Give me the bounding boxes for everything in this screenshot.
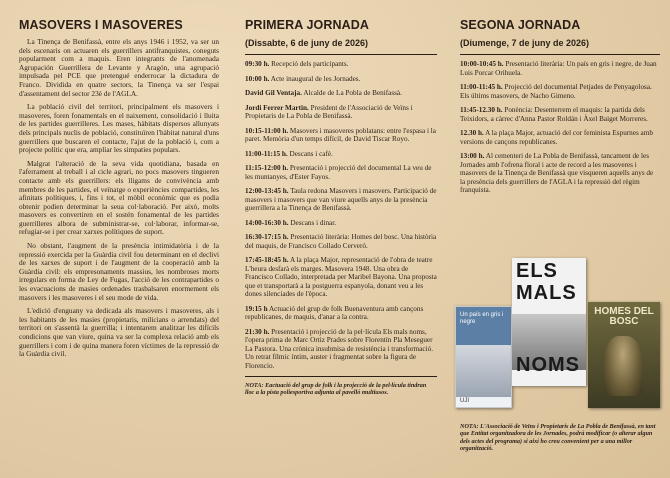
event-time: 10:15-11:00 h. bbox=[245, 126, 289, 135]
event-text: President de l'Associació de Veïns i Propietaris de La Pobla de Benifassà. bbox=[245, 103, 413, 120]
event-text: Actuació del grup de folk Buenaventura amb cançons republicanes, de maquis, d'anar a la contra. bbox=[245, 304, 424, 321]
event-time: 13:00 h. bbox=[460, 152, 485, 160]
event-text: Al cementeri de La Pobla de Benifassà, tancament de les Jornades amb l'ofrena floral i acte de record a les masoveres i masovers de la Tinença de Benifassà que visqueren aquells anys de la presència dels guerrillers de l'AGLA i la repressió del règim franquista. bbox=[460, 152, 654, 194]
event-text: Descans i cafè. bbox=[289, 149, 333, 158]
program-event bbox=[245, 219, 437, 228]
intro-paragraph: No obstant, l'augment de la presència intimidatòria i de la repressió exercida per la Guàrdia civil fou determinant en el declivi de les xarxes de suport i de l'augment de la cooperació amb la Guàrdia civil: els empresonaments massius, les nombroses morts irregulars en forma de Ley de Fugas, l'acció de les contrapartides o les evacuacions de masies ordenades trasbalsaren enormement els masovers i les masoveres i el seu mode de vida. bbox=[19, 241, 219, 302]
day-two-note: NOTA: L'Associació de Veïns i Propietaris de La Pobla de Benifassà, en tant que Entitat organitzadora de les Jornades, podrà modificar (o alterar algun dels actes del programa) si així ho creu convenient per a una millor organització. bbox=[460, 423, 656, 453]
event-text: Recepció dels participants. bbox=[271, 60, 349, 68]
event-time: 16:30-17:15 h. bbox=[245, 233, 289, 241]
program-event bbox=[245, 60, 437, 69]
event-time: Jordi Ferrer Martin. bbox=[245, 103, 309, 112]
divider bbox=[245, 376, 437, 377]
intro-column bbox=[19, 8, 219, 364]
day-two-events bbox=[460, 60, 660, 195]
event-text: Presentació literària: Homes del bosc. Una història del maquis, de Francisco Collado Cerveró. bbox=[245, 233, 437, 250]
event-time: 12.30 h. bbox=[460, 129, 484, 137]
program-event bbox=[245, 104, 437, 121]
event-time: 17:45-18:45 h. bbox=[245, 256, 289, 264]
event-time: 21:30 h. bbox=[245, 327, 270, 336]
day-one-column bbox=[245, 8, 437, 397]
program-event bbox=[245, 328, 437, 371]
divider bbox=[460, 54, 660, 55]
book-cover-homes-del-bosc: HOMES DEL BOSC bbox=[588, 302, 660, 408]
day-one-events bbox=[245, 60, 437, 370]
program-event bbox=[245, 305, 437, 322]
event-text: Alcalde de La Pobla de Benifassà. bbox=[303, 89, 402, 97]
intro-paragraph: La Tinença de Benifassà, entre els anys 1946 i 1952, va ser un dels escenaris on actuaren els guerrillers antifranquistes, coneguts popularment com a maquis. Eren integrants de l'anomenada Agrupación Guerrillera de Levante y Aragón, una agrupació impulsada pel PCE que pretengué enderrocar la dictadura de Franco. Dividida en quatre sectors, la Tinença va ser l'espai d'assentament del sector 23è de l'AGLA. bbox=[19, 37, 219, 98]
program-event bbox=[245, 150, 437, 159]
program-event bbox=[460, 83, 660, 100]
event-text: A la plaça Major, actuació del cor feminista Espurnes amb versions de cançons republicanes. bbox=[460, 129, 653, 146]
event-time: 11:00-11:45 h. bbox=[460, 83, 503, 91]
intro-paragraphs bbox=[19, 38, 219, 359]
program-event bbox=[460, 106, 660, 123]
program-event bbox=[245, 89, 437, 98]
program-event bbox=[245, 127, 437, 144]
book-cover-un-pais: Un país en gris i negre UJI bbox=[455, 306, 512, 408]
program-event bbox=[460, 60, 660, 77]
intro-title: MASOVERS I MASOVERES bbox=[19, 18, 183, 32]
program-event bbox=[245, 187, 437, 213]
intro-paragraph: Malgrat l'alteració de la seva vida quotidiana, basada en l'aferrament al treball i al cicle agrari, no pocs masovers tingueren contacte amb els guerrillers: els lligams de convivència amb membres de les partides, el veïnatge o experiències compartides, les afinitats polítiques, i, fins i tot, el mòbil econòmic que es podia obtenir podien determinar la seua col·laboració. Per això, molts masovers es convertiren en el sostén fonamental de les partides guerrilleres albora de subministrar-se, col·laborar, informar-se, refugiar-se i per crear xarxes polítiques de suport. bbox=[19, 158, 219, 237]
divider bbox=[245, 54, 437, 55]
day-one-date: (Dissabte, 6 de juny de 2026) bbox=[245, 38, 369, 48]
event-text: Presentació i projecció del documental La veu de les muntanyes, d'Ester Fayos. bbox=[245, 164, 432, 181]
day-one-title: PRIMERA JORNADA bbox=[245, 18, 369, 32]
day-one-note: NOTA: Eactuació del grup de folk i la projecció de la pel·lícula tindran lloc a la pista poliesportiva adjunta al pavelló multiusos. bbox=[245, 382, 427, 397]
event-time: 11:00-11:15 h. bbox=[245, 149, 288, 158]
day-two-title: SEGONA JORNADA bbox=[460, 18, 581, 32]
intro-paragraph: La població civil del territori, principalment els masovers i masoveres, foren fonamentals en el naixement, consolidació i lluita de les partides guerrilleres. Les mases, hàbitats dispersos allunyats dels principals nuclis de població, constituïren l'hàbitat natural d'uns guerrillers que buscaren el contacte, l'ajut de la població i, com a projecte polític que era, ampliar les simpaties populars. bbox=[19, 102, 219, 155]
event-time: 11:15-12:00 h. bbox=[245, 164, 289, 172]
event-text: A la plaça Major, representació de l'obra de teatre L'heura desfarà els marges. Masovera 1948. Una obra de Francisco Collado, interpretada per Maribel Bayona. Una proposta que et transportarà a la postguerra espanyola, donant veu a les dones silenciades de l'època. bbox=[245, 256, 437, 298]
event-text: Masovers i masoveres poblatans: entre l'espasa i la paret. Memòria d'un temps difícil, de David Tiscar Royo. bbox=[245, 126, 436, 143]
program-event bbox=[460, 129, 660, 146]
event-time: 19:15 h bbox=[245, 304, 268, 313]
event-text: Ponència: Desenterrem el maquis: la partida dels Teixidors, a càrrec d'Anna Pastor Roldán i Àxel Baiget Morreres. bbox=[460, 106, 648, 123]
event-time: 09:30 h. bbox=[245, 60, 270, 68]
program-event bbox=[245, 164, 437, 181]
event-text: Projecció del documental Petjades de Penyagolosa. Els últims masovers, de Nacho Gimeno. bbox=[460, 83, 652, 100]
event-time: David Gil Ventaja. bbox=[245, 89, 302, 97]
intro-paragraph: L'edició d'enguany va dedicada als masovers i masoveres, als i les habitants de les masies (propietaris, milicians o arrendats) del territori on s'assentà la guerrilla; i intentarem analitzar les difícils condicions que van viure, quina va ser la complexa relació amb els guerrillers i com i de quina manera foren víctimes de la repressió de la Guàrdia civil. bbox=[19, 306, 219, 359]
event-time: 12:00-13:45 h. bbox=[245, 187, 289, 195]
event-text: Descans i dinar. bbox=[290, 218, 337, 227]
event-time: 14:00-16:30 h. bbox=[245, 218, 289, 227]
event-time: 10:00-10:45 h. bbox=[460, 60, 504, 68]
program-event bbox=[245, 256, 437, 299]
event-text: Taula redona Masovers i masovers. Participació de masovers i masovers que van viure aquells anys de la presència guerrillera a la Tinença de Benifassà. bbox=[245, 187, 437, 212]
event-time: 11:45-12.30 h. bbox=[460, 106, 503, 114]
book-covers bbox=[452, 258, 662, 418]
program-event bbox=[245, 233, 437, 250]
day-two-column bbox=[460, 8, 660, 201]
program-event bbox=[460, 152, 660, 195]
event-text: Presentació i projecció de la pel·lícula Els mals noms, l'opera prima de Marc Ortiz Prades sobre Florentín Pla Meseguer La Pastora. Una crònica insubmisa de resistència i transformació. Un retrat fílmic íntim, auster i fragmentat sobre la figura de Florencio. bbox=[245, 327, 434, 370]
day-two-date: (Diumenge, 7 de juny de 2026) bbox=[460, 38, 590, 48]
book-cover-els-mals-noms: ELS MALS NOMS bbox=[512, 258, 586, 386]
program-event bbox=[245, 75, 437, 84]
event-time: 10:00 h. bbox=[245, 74, 270, 83]
event-text: Presentació literària: Un país en gris i negre, de Juan Luis Porcar Orihuela. bbox=[460, 60, 657, 77]
event-text: Acte inaugural de les Jornades. bbox=[270, 74, 361, 83]
